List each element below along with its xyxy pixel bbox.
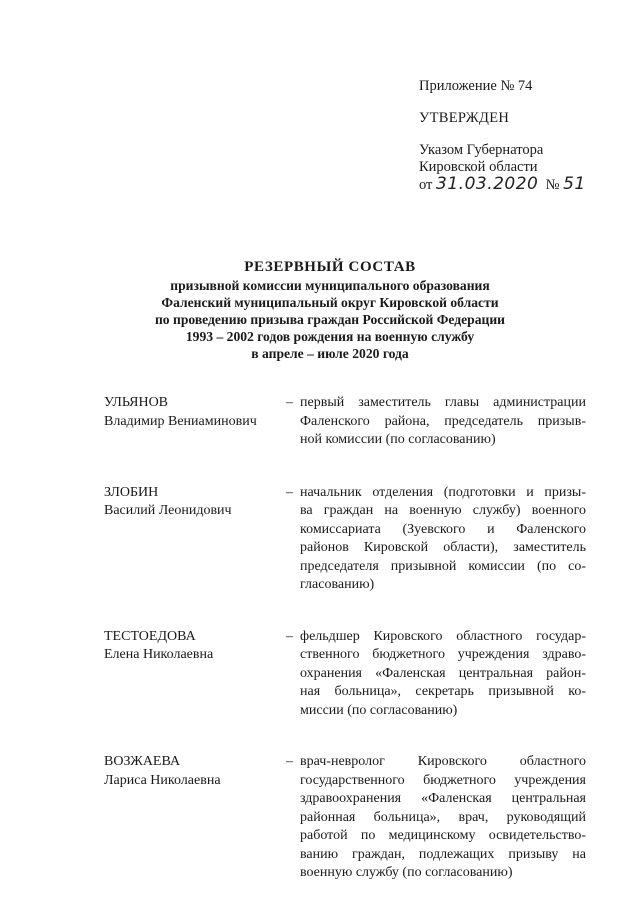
role-line: здравоохранения «Фаленская центральная	[300, 791, 586, 806]
member-entry	[104, 628, 594, 721]
member-entry	[104, 394, 594, 450]
title-line-1: призывной комиссии муниципального образования	[170, 278, 490, 293]
decree-line-1: Указом Губернатора	[419, 142, 544, 158]
title-line-2: Фаленский муниципальный округ Кировской области	[161, 295, 499, 310]
member-dash: –	[286, 754, 293, 769]
appendix-number: Приложение № 74	[419, 78, 533, 94]
role-line: первый заместитель главы администрации	[300, 395, 586, 410]
handwritten-number: 51	[563, 174, 586, 194]
role-line: охранения «Фаленская центральная район-	[300, 665, 586, 681]
member-role	[300, 484, 586, 595]
member-entry	[104, 753, 594, 883]
member-given-name: Елена Николаевна	[104, 647, 214, 662]
role-line: председателя призывной комиссии (по со-	[300, 558, 586, 574]
number-label: №	[545, 177, 560, 193]
role-line: военную службу (по согласованию)	[300, 865, 513, 880]
role-line: миссии (по согласованию)	[300, 702, 458, 718]
role-line: районная больница», врач, руководящий	[300, 809, 586, 825]
role-line: районов Кировской области), заместитель	[300, 540, 586, 555]
approval-block	[419, 78, 619, 194]
member-given-name: Василий Леонидович	[104, 503, 232, 518]
role-line: ва граждан на военную службу) военного	[300, 503, 586, 518]
member-name	[104, 484, 282, 595]
member-given-name: Владимир Вениаминович	[104, 413, 257, 429]
member-surname: ТЕСТОЕДОВА	[104, 628, 196, 644]
member-name	[104, 394, 282, 450]
role-line: гласованию)	[300, 577, 375, 592]
title-line-3: по проведению призыва граждан Российской Федерации	[154, 312, 506, 327]
decree-date-number	[419, 176, 619, 194]
handwritten-date: 31.03.2020	[436, 174, 539, 194]
approved-label: УТВЕРЖДЕН	[419, 110, 510, 126]
member-surname: УЛЬЯНОВ	[104, 395, 169, 410]
from-label: от	[419, 177, 433, 193]
title-line-4: 1993 – 2002 годов рождения на военную службу	[185, 329, 475, 344]
member-given-name: Лариса Николаевна	[104, 772, 221, 788]
member-role	[300, 394, 586, 450]
member-entry	[104, 484, 594, 595]
title-line-5: в апреле – июле 2020 года	[251, 346, 409, 361]
role-line: ственного бюджетного учреждения здраво-	[300, 647, 586, 662]
members-list	[104, 394, 594, 883]
role-line: работой по медицинскому освидетельство-	[300, 828, 586, 843]
member-role	[300, 753, 586, 883]
document-title-block	[60, 257, 600, 362]
role-line: врач-невролог Кировского областного	[300, 754, 586, 769]
decree-line-2: Кировской области	[419, 159, 538, 175]
member-dash: –	[286, 484, 293, 500]
member-name	[104, 628, 282, 721]
role-line: Фаленского района, председатель призыв-	[300, 413, 586, 429]
member-role	[300, 628, 586, 721]
role-line: ванию граждан, подлежащих призыву на	[300, 846, 586, 862]
member-surname: ЗЛОБИН	[104, 484, 159, 500]
role-line: комиссариата (Зуевского и Фаленского	[300, 521, 586, 537]
member-dash: –	[286, 395, 293, 410]
member-dash: –	[286, 628, 293, 644]
role-line: государственного бюджетного учреждения	[300, 772, 586, 788]
role-line: фельдшер Кировского областного государ-	[300, 628, 586, 644]
member-name	[104, 753, 282, 883]
role-line: начальник отделения (подготовки и призы-	[300, 484, 586, 500]
role-line: ной комиссии (по согласованию)	[300, 432, 496, 447]
document-title: РЕЗЕРВНЫЙ СОСТАВ	[244, 259, 416, 275]
role-line: ная больница», секретарь призывной ко-	[300, 684, 586, 699]
member-surname: ВОЗЖАЕВА	[104, 754, 181, 769]
